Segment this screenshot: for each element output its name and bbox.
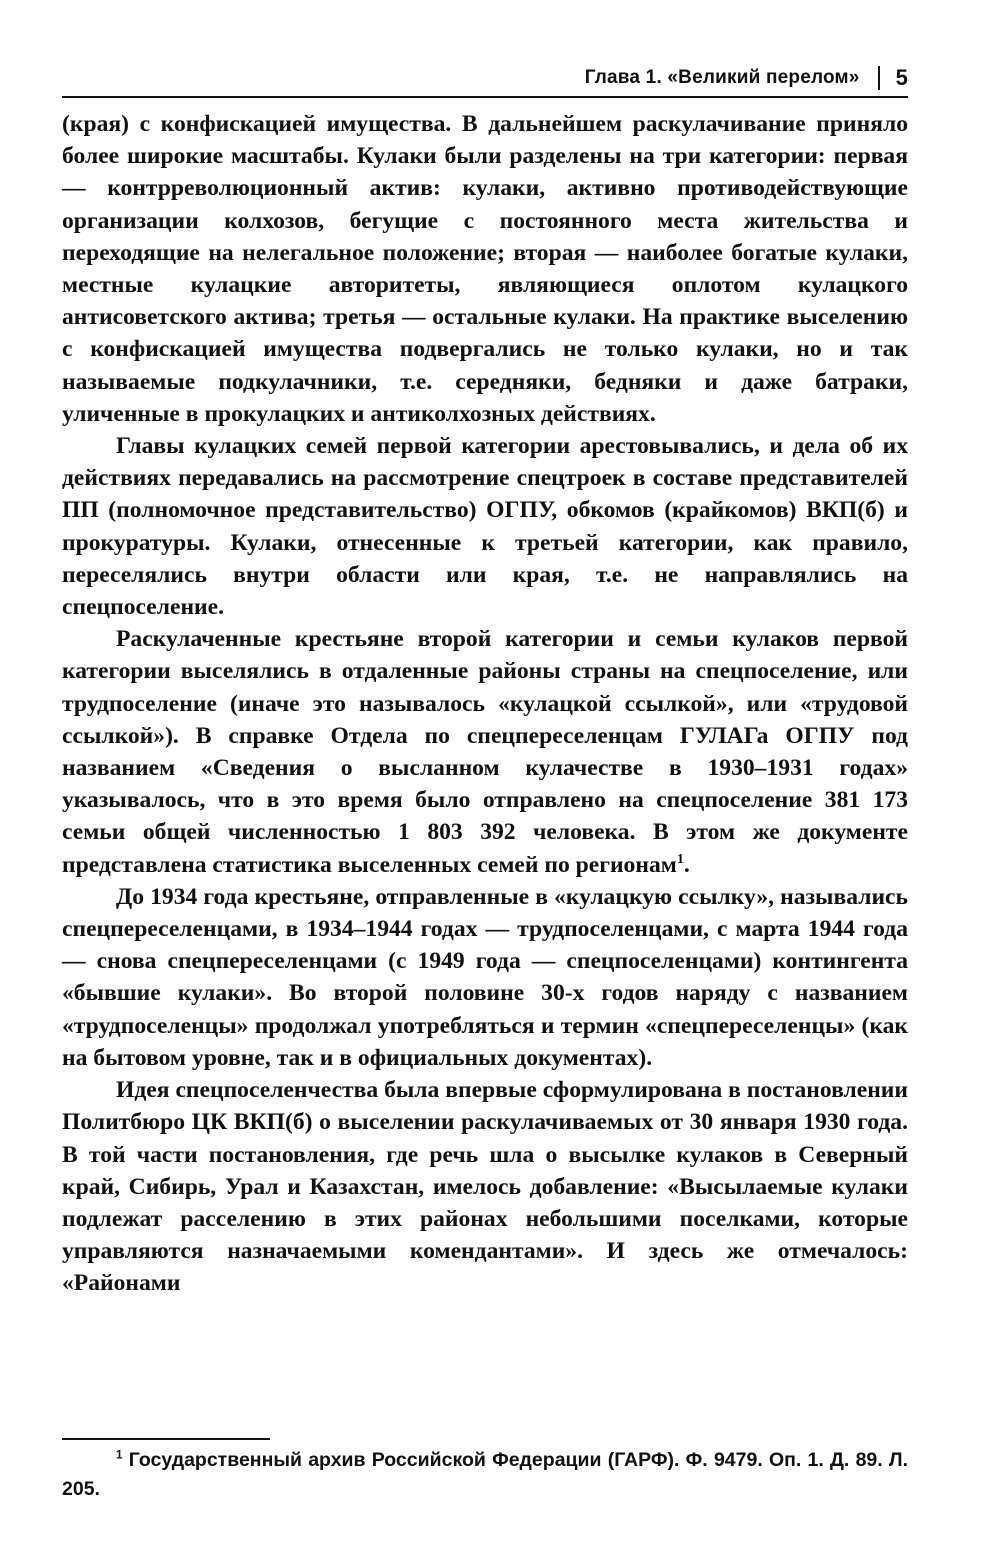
paragraph-1: (края) с конфискацией имущества. В дальнейшем раскулачивание приняло более широкие масштабы. Кулаки были разделены на три категории: первая — контрреволюционный актив: кулаки, активно противодействующие организации колхозов, бегущие с постоянного места жительства и переходящие на нелегальное положение; вторая — наиболее богатые кулаки, местные кулацкие авторитеты, являющиеся оплотом кулацкого антисоветского актива; третья — остальные кулаки. На практике выселению с конфискацией имущества подвергались не только кулаки, но и так называемые подкулачники, т.е. середняки, бедняки и даже батраки, уличенные в прокулацких и антиколхозных действиях.: [62, 111, 908, 427]
paragraph-4: До 1934 года крестьяне, отправленные в «кулацкую ссылку», назывались спецпереселенцами, в 1934–1944 годах — трудпоселенцами, с марта 1944 года — снова спецпереселенцами (с 1949 года — спецпоселенцами) контингента «бывшие кулаки». Во второй половине 30-х годов наряду с названием «трудпоселенцы» продолжал употребляться и термин «спецпереселенцы» (как на бытовом уровне, так и в официальных документах).: [62, 883, 908, 1071]
header-rule: [62, 96, 908, 98]
chapter-title: Глава 1. «Великий перелом»: [584, 67, 860, 88]
book-page: [62, 0, 908, 1550]
body-text: [62, 108, 908, 1300]
footnote-rule: [62, 1438, 270, 1440]
paragraph-3-text: Раскулаченные крестьяне второй категории и семьи кулаков первой категории выселялись в отдаленные районы страны на спецпоселение, или трудпоселение (иначе это называлось «кулацкой ссылкой», или «трудовой ссылкой»). В справке Отдела по спецпереселенцам ГУЛАГа ОГПУ под названием «Сведения о высланном кулачестве в 1930–1931 годах» указывалось, что в это время было отправлено на спецпоселение 381 173 семьи общей численностью 1 803 392 человека. В этом же документе представлена статистика выселенных семей по регионам: [62, 626, 908, 878]
footnote-marker: 1: [116, 1448, 123, 1462]
footnote-reference: 1: [676, 850, 684, 867]
page-number: 5: [895, 65, 908, 90]
paragraph-3-end: .: [683, 851, 690, 878]
header-separator: [878, 66, 880, 90]
paragraph-2: Главы кулацких семей первой категории арестовывались, и дела об их действиях передавались на рассмотрение спецтроек в составе представителей ПП (полномочное представительство) ОГПУ, обкомов (крайкомов) ВКП(б) и прокуратуры. Кулаки, отнесенные к третьей категории, как правило, переселялись внутри области или края, т.е. не направлялись на спецпоселение.: [62, 433, 908, 621]
running-header: [585, 60, 908, 96]
footnote: [62, 1446, 908, 1504]
footnote-text: Государственный архив Российской Федерации (ГАРФ). Ф. 9479. Оп. 1. Д. 89. Л. 205.: [62, 1449, 908, 1500]
paragraph-3: [62, 623, 908, 881]
paragraph-5: Идея спецпоселенчества была впервые сформулирована в постановлении Политбюро ЦК ВКП(б) о выселении раскулачиваемых от 30 января 1930 года. В той части постановления, где речь шла о высылке кулаков в Северный край, Сибирь, Урал и Казахстан, имелось добавление: «Высылаемые кулаки подлежат расселению в этих районах небольшими поселками, которые управляются назначаемыми комендантами». И здесь же отмечалось: «Районами: [62, 1077, 908, 1297]
